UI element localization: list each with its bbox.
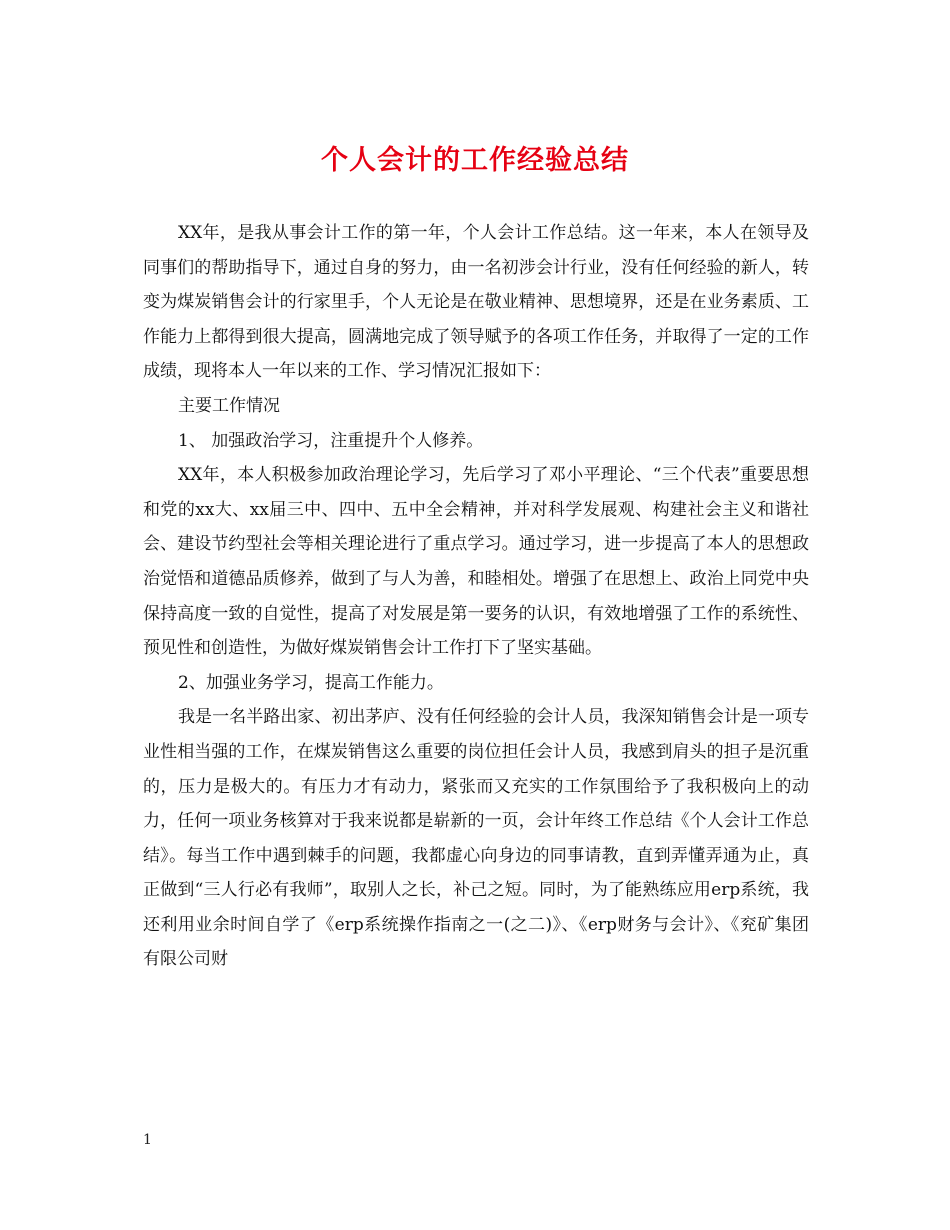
item-heading-2: 2、加强业务学习，提高工作能力。	[178, 672, 444, 693]
paragraph-business-study: 我是一名半路出家、初出茅庐、没有任何经验的会计人员，我深知销售会计是一项专业性相当强的工作，在煤炭销售这么重要的岗位担任会计人员，我感到肩头的担子是沉重的，压力是极大的。有压力才有动力，紧张而又充实的工作氛围给予了我积极向上的动力，任何一项业务核算对于我来说都是崭新的一页，会计年终工作总结《个人会计工作总结》。每当工作中遇到棘手的问题，我都虚心向身边的同事请教，直到弄懂弄通为止，真正做到“三人行必有我师”，取别人之长，补己之短。同时，为了能熟练应用erp系统，我还利用业余时间自学了《erp系统操作指南之一(之二)》、《erp财务与会计》、《兖矿集团有限公司财	[143, 707, 809, 970]
document-body	[143, 216, 809, 977]
section-heading-main-work: 主要工作情况	[178, 395, 280, 416]
paragraph-political-study: XX年，本人积极参加政治理论学习，先后学习了邓小平理论、“三个代表”重要思想和党的xx大、xx届三中、四中、五中全会精神，并对科学发展观、构建社会主义和谐社会、建设节约型社会等相关理论进行了重点学习。通过学习，进一步提高了本人的思想政治觉悟和道德品质修养，做到了与人为善，和睦相处。增强了在思想上、政治上同党中央保持高度一致的自觉性，提高了对发展是第一要务的认识，有效地增强了工作的系统性、预见性和创造性，为做好煤炭销售会计工作打下了坚实基础。	[143, 465, 809, 659]
paragraph-intro: XX年，是我从事会计工作的第一年，个人会计工作总结。这一年来，本人在领导及同事们的帮助指导下，通过自身的努力，由一名初涉会计行业，没有任何经验的新人，转变为煤炭销售会计的行家里手，个人无论是在敬业精神、思想境界，还是在业务素质、工作能力上都得到很大提高，圆满地完成了领导赋予的各项工作任务，并取得了一定的工作成绩，现将本人一年以来的工作、学习情况汇报如下：	[143, 223, 809, 382]
document-title: 个人会计的工作经验总结	[321, 145, 629, 176]
page-number: 1	[143, 1132, 152, 1148]
item-heading-1: 1、 加强政治学习，注重提升个人修养。	[178, 430, 484, 451]
